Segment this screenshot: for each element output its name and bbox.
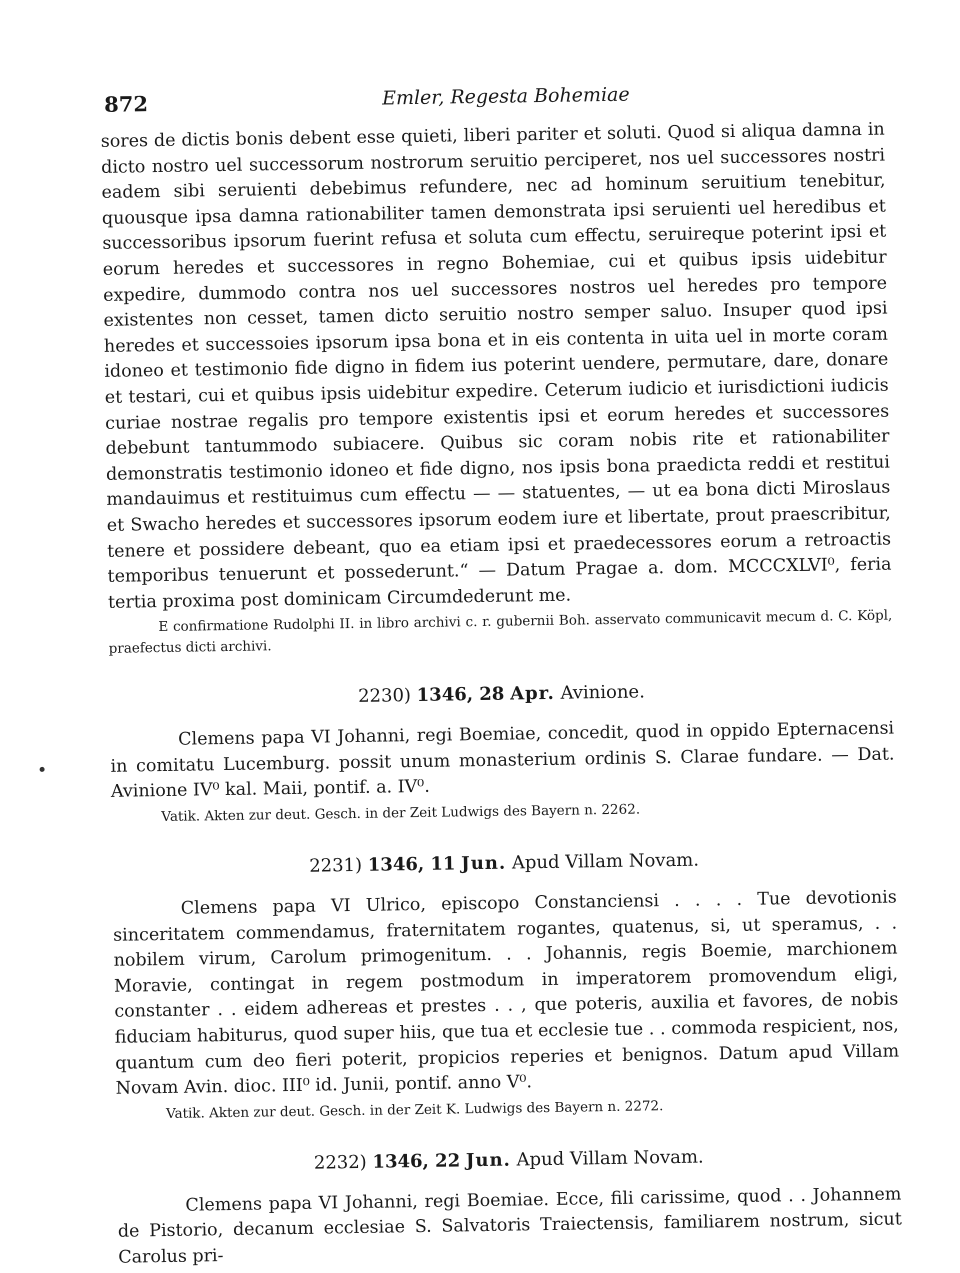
margin-mark [40,767,45,772]
entry-date: 1346, 22 [372,1150,461,1173]
entry-date: 1346, 28 [416,683,505,707]
page-number: 872 [103,91,149,117]
continuation-paragraph: sores de dictis bonis debent esse quieti, liberi pariter et soluti. Quod si aliqua damna in dicto nostro uel successorum nostrorum seruitio perciperet, nos uel successores nostri eadem sibi seruienti debebimus refundere, nec ad hominum seruitium tenebitur, quousque ipsa damna rationabiliter tamen demonstrata ipsi seruienti uel heredibus et successoribus ipsorum fuerint refusa et soluta cum effectu, seruireque poterint ipsi et eorum heredes et successores in regno Bohemiae, cui et quibus ipsis uidebitur expedire, dummodo contra nos uel successores nostros uel heredes pro tempore existentes non cesset, tamen dicto seruitio nostro semper saluo. Insuper quod ipsi heredes et successoies ipsorum ipsa bona et in eis contenta in uita uel in morte coram idoneo et testimonio fide digno in fidem ius poterint uendere, permutare, dare, donare et testari, cui et quibus ipsis uidebitur expedire. Ceterum iudicio et iurisdictioni iudicis curiae nostrae regalis pro tempore existentis ipsi et eorum heredes et successores debebunt tantummodo subiacere. Quibus sic coram nobis rite et rationabiliter demonstratis testimonio idoneo et fide digno, nos ipsis bona praedicta reddi et restitui mandauimus et restituimus cum effectu — — statuentes, — ut ea bona dicti Miroslaus et Swacho heredes et successores ipsorum eodem iure et libertate, prout praescribitur, tenere et possidere debeant, quo ea etiam ipsi et praedecessores eorum a retroactis temporibus tenuerunt et possederunt.“ — Datum Pragae a. dom. MCCCXLVI⁰, feria tertia proxima post dominicam Circumdederunt me. [100,119,892,613]
source-note: E confirmatione Rudolphi II. in libro archivi c. r. gubernii Boh. asservato communicavit mecum d. C. Köpl, praefectus dicti archivi. [108,607,893,658]
page-body [101,118,903,1272]
entry-number: 2231) [309,854,363,877]
page-header [104,76,884,118]
entry-place: Avinione. [560,681,646,705]
entry-text-2232: Clemens papa VI Johanni, regi Boemiae. Ecce, fili carissime, quod . . Johannem de Pistorio, decanum ecclesiae S. Salvatoris Traiectensis, familiarem nostrum, sicut Carolus pri- [117,1184,902,1268]
entry-month: Jun. [461,852,507,875]
running-title: Emler, Regesta Bohemiae [381,83,630,110]
entry-number: 2230) [357,685,412,708]
source-note-2230: Vatik. Akten zur deut. Gesch. in der Zeit Ludwigs des Bayern n. 2262. [161,801,641,826]
entry-month: Apr. [509,683,555,705]
entry-place: Apud Villam Novam. [511,849,700,874]
entry-month: Jun. [465,1149,512,1172]
entry-heading-2230 [109,678,893,711]
entry-heading-2231 [112,847,896,880]
entry-heading-2232 [117,1143,901,1176]
entry-text-2230: Clemens papa VI Johanni, regi Boemiae, concedit, quod in oppido Epternacensi in comitatu Lucemburg. possit unum monasterium ordinis S. Clarae fundare. — Dat. Avinione IV⁰ kal. Maii, pontif. a. IV⁰. [110,718,895,803]
source-note-2231: Vatik. Akten zur deut. Gesch. in der Zeit K. Ludwigs des Bayern n. 2272. [165,1097,664,1122]
entry-text-2231: Clemens papa VI Ulrico, episcopo Constanciensi . . . . Tue devotionis sinceritatem commendamus, fraternitatem rogantes, quatenus, si, ut speramus, . . nobilem virum, Carolum primogenitum. . . Johannis, regis Boemie, marchionem Moravie, contingat in regem postmodum in imperatorem promovendum eligi, constanter . . eidem adhereas et prestes . . , que poteris, auxilia et favores, de nobis fiduciam habiturus, quod super hiis, que tua et ecclesie tue . . commoda respicient, nos, quantum cum deo fieri poterit, propicios reperies et benignos. Datum apud Villam Novam Avin. dioc. III⁰ id. Junii, pontif. anno V⁰. [113,887,900,1100]
entry-number: 2232) [313,1151,367,1174]
entry-place: Apud Villam Novam. [516,1146,704,1171]
entry-date: 1346, 11 [367,853,456,876]
